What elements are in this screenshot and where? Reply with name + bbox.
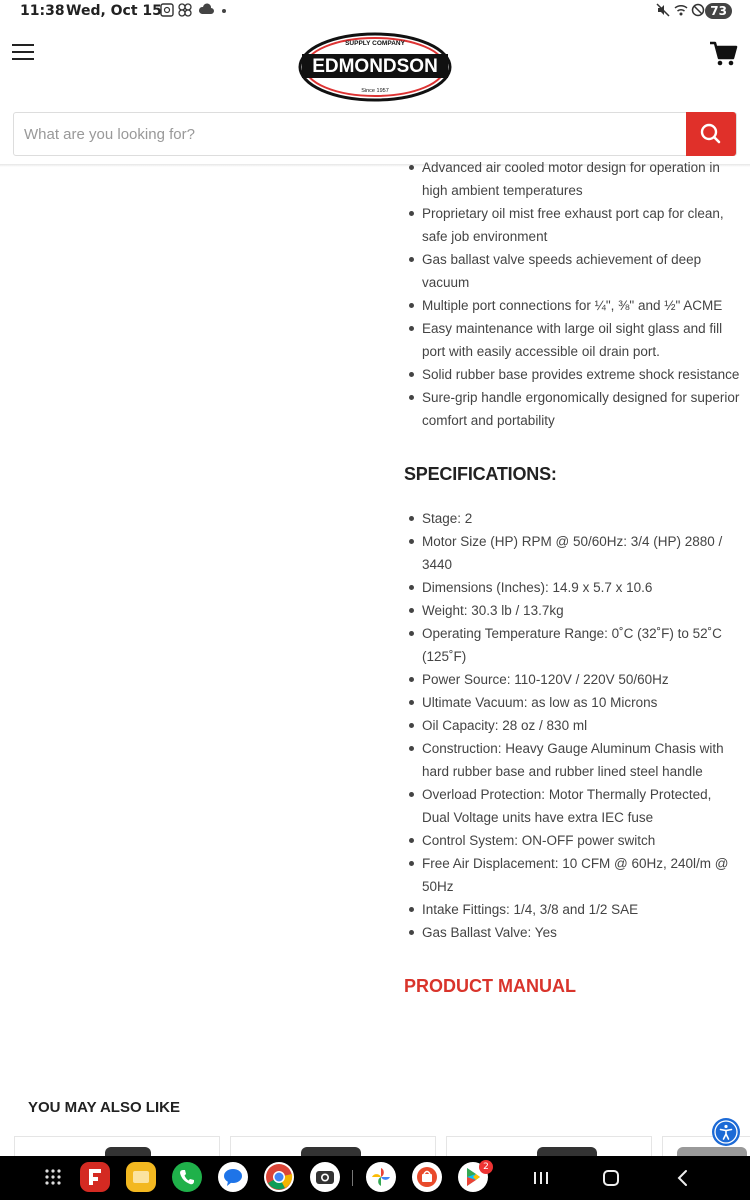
navigation-bar — [0, 1156, 750, 1200]
product-manual-link[interactable]: PRODUCT MANUAL — [404, 976, 576, 996]
folder-app-icon[interactable] — [126, 1162, 156, 1192]
spec-item: Dimensions (Inches): 14.9 x 5.7 x 10.6 — [404, 576, 740, 599]
status-time: 11:38 — [20, 3, 65, 19]
product-image — [537, 1147, 597, 1156]
feature-item: Solid rubber base provides extreme shock resistance — [404, 363, 740, 386]
battery-level: 73 — [705, 3, 732, 19]
store-app-icon[interactable] — [412, 1162, 442, 1192]
screenshot-icon — [160, 3, 174, 21]
recents-button[interactable] — [528, 1166, 554, 1190]
recents-icon — [528, 1166, 554, 1190]
product-card[interactable] — [14, 1136, 220, 1156]
product-image — [677, 1147, 747, 1156]
spec-item: Overload Protection: Motor Thermally Protected, Dual Voltage units have extra IEC fuse — [404, 783, 740, 829]
fan-icon — [178, 3, 192, 21]
menu-bar — [12, 51, 34, 53]
camera-app-icon[interactable] — [310, 1162, 340, 1192]
home-button[interactable] — [598, 1166, 624, 1190]
status-bar — [0, 0, 750, 24]
feature-item: Multiple port connections for ¼", ⅜" and ½" ACME — [404, 294, 740, 317]
feature-item: Easy maintenance with large oil sight glass and fill port with easily accessible oil drain port. — [404, 317, 740, 363]
google-photos-app-icon[interactable] — [366, 1162, 396, 1192]
feature-item: Sure-grip handle ergonomically designed for superior comfort and portability — [404, 386, 740, 432]
logo-name: EDMONDSON — [312, 56, 438, 77]
spec-item: Control System: ON-OFF power switch — [404, 829, 740, 852]
spec-item: Oil Capacity: 28 oz / 830 ml — [404, 714, 740, 737]
dock-divider — [352, 1170, 353, 1186]
search-input[interactable] — [14, 113, 686, 155]
cart-icon — [708, 38, 738, 68]
accessibility-button[interactable] — [712, 1118, 740, 1146]
search-bar — [13, 112, 737, 156]
flipboard-app-icon[interactable] — [80, 1162, 110, 1192]
spec-item: Weight: 30.3 lb / 13.7kg — [404, 599, 740, 622]
phone-app-icon[interactable] — [172, 1162, 202, 1192]
feature-list — [404, 156, 740, 432]
play-store-app-icon[interactable] — [458, 1162, 488, 1192]
search-button[interactable] — [686, 112, 736, 156]
specifications-list — [404, 507, 740, 944]
wifi-icon — [674, 3, 688, 21]
logo-graphic — [298, 32, 452, 102]
back-icon — [670, 1166, 696, 1190]
specifications-heading: SPECIFICATIONS: — [404, 464, 557, 484]
product-card[interactable] — [230, 1136, 436, 1156]
logo-top-text: SUPPLY COMPANY — [345, 40, 405, 47]
do-not-disturb-icon — [691, 3, 705, 21]
edmondson-logo[interactable] — [298, 32, 452, 102]
spec-item: Construction: Heavy Gauge Aluminum Chasis with hard rubber base and rubber lined steel handle — [404, 737, 740, 783]
product-image — [105, 1147, 151, 1156]
spec-item: Free Air Displacement: 10 CFM @ 60Hz, 240l/m @ 50Hz — [404, 852, 740, 898]
mute-icon — [656, 3, 670, 21]
spec-item: Ultimate Vacuum: as low as 10 Microns — [404, 691, 740, 714]
menu-bar — [12, 44, 34, 46]
app-drawer-button[interactable] — [38, 1162, 68, 1192]
recommendations-carousel — [14, 1136, 750, 1156]
spec-item: Gas Ballast Valve: Yes — [404, 921, 740, 944]
menu-bar — [12, 58, 34, 60]
feature-item: Advanced air cooled motor design for operation in high ambient temperatures — [404, 156, 740, 202]
accessibility-icon — [712, 1118, 740, 1146]
spec-item: Power Source: 110-120V / 220V 50/60Hz — [404, 668, 740, 691]
status-date: Wed, Oct 15 — [66, 3, 162, 19]
product-card[interactable] — [446, 1136, 652, 1156]
app-grid-icon — [38, 1162, 68, 1192]
messages-app-icon[interactable] — [218, 1162, 248, 1192]
logo-since: Since 1957 — [361, 88, 389, 94]
spec-item: Operating Temperature Range: 0˚C (32˚F) to 52˚C (125˚F) — [404, 622, 740, 668]
spec-item: Motor Size (HP) RPM @ 50/60Hz: 3/4 (HP) 2880 / 3440 — [404, 530, 740, 576]
spec-item: Stage: 2 — [404, 507, 740, 530]
feature-item: Proprietary oil mist free exhaust port cap for clean, safe job environment — [404, 202, 740, 248]
feature-item: Gas ballast valve speeds achievement of deep vacuum — [404, 248, 740, 294]
home-icon — [598, 1166, 624, 1190]
dot-icon — [221, 3, 227, 21]
search-icon — [686, 112, 736, 156]
menu-button[interactable] — [12, 44, 38, 64]
recommendations-heading: YOU MAY ALSO LIKE — [28, 1099, 180, 1116]
back-button[interactable] — [670, 1166, 696, 1190]
product-image — [301, 1147, 361, 1156]
notification-badge: 2 — [479, 1160, 493, 1174]
spec-item: Intake Fittings: 1/4, 3/8 and 1/2 SAE — [404, 898, 740, 921]
cloud-icon — [198, 3, 214, 19]
cart-button[interactable] — [708, 38, 738, 68]
site-header — [0, 28, 750, 108]
chrome-app-icon[interactable] — [264, 1162, 294, 1192]
